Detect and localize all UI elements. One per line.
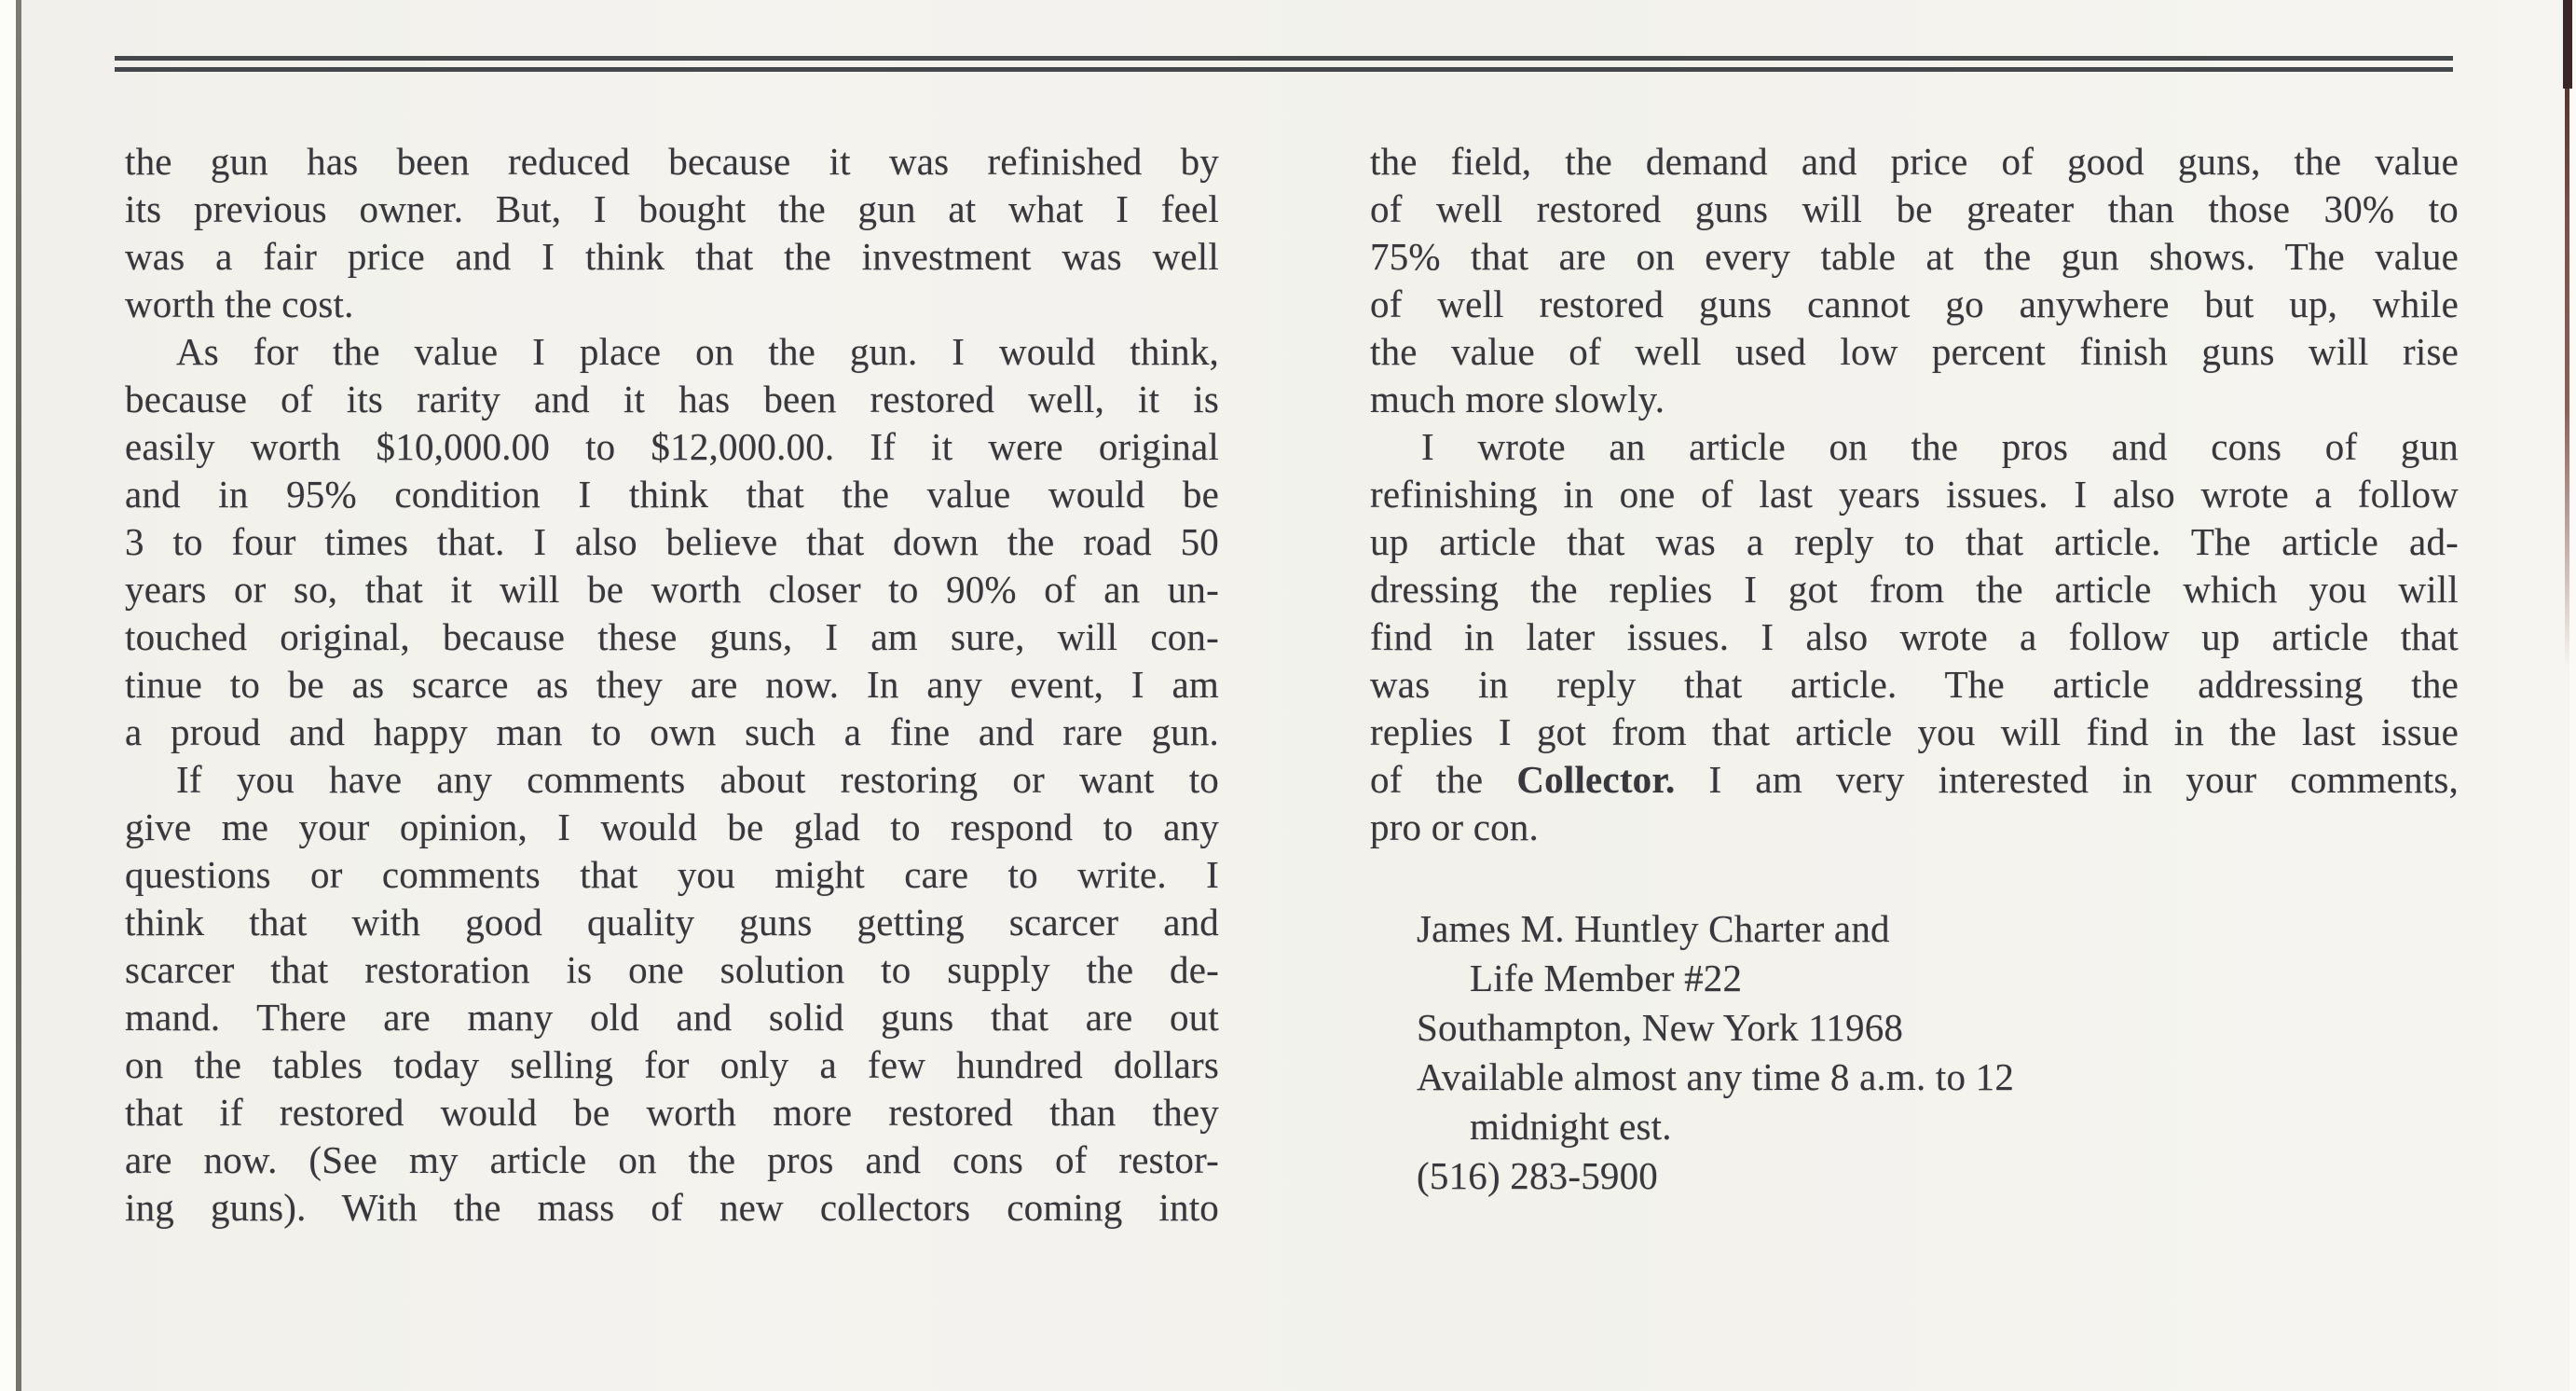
text-line: 3 to four times that. I also believe that down the road 50 (125, 520, 1219, 563)
paragraph (1370, 423, 2459, 851)
text-line: find in later issues. I also wrote a follow up article that (1370, 615, 2459, 658)
signature-line: Southampton, New York 11968 (1417, 1006, 1904, 1049)
text-line: the gun has been reduced because it was refinished by (125, 140, 1219, 183)
paragraph (125, 328, 1219, 756)
page-right-edge-line (2565, 0, 2569, 681)
text-line: because of its rarity and it has been restored well, it is (125, 378, 1219, 420)
text-line: 75% that are on every table at the gun shows. The value (1370, 235, 2459, 278)
text-line: think that with good quality guns getting scarcer and (125, 901, 1219, 943)
signature-line: midnight est. (1470, 1105, 1672, 1148)
text-line: up article that was a reply to that article. The article ad- (1370, 520, 2459, 563)
text-line: replies I got from that article you will find in the last issue (1370, 710, 2459, 753)
text-line: worth the cost. (125, 282, 354, 325)
signature-line: James M. Huntley Charter and (1417, 907, 1890, 950)
text-line: of well restored guns cannot go anywhere but up, while (1370, 282, 2459, 325)
text-line: and in 95% condition I think that the value would be (125, 473, 1219, 516)
text-line: the value of well used low percent finish guns will rise (1370, 330, 2459, 373)
page-left-edge-line (16, 0, 21, 1391)
page-left-edge-margin (0, 0, 16, 1391)
text-line: of the Collector. I am very interested in your comments, (1370, 758, 2459, 801)
signature-block (1417, 905, 2459, 1202)
text-line: mand. There are many old and solid guns that are out (125, 996, 1219, 1039)
text-line: scarcer that restoration is one solution to supply the de- (125, 948, 1219, 991)
text-line: refinishing in one of last years issues. I also wrote a follow (1370, 473, 2459, 516)
text-line: that if restored would be worth more restored than they (125, 1091, 1219, 1134)
page-right-edge-cap (2563, 0, 2572, 89)
text-line: pro or con. (1370, 806, 1539, 848)
text-line: on the tables today selling for only a few hundred dollars (125, 1043, 1219, 1086)
double-rule-divider (115, 56, 2453, 72)
left-text-column (125, 138, 1219, 1232)
signature-line: Life Member #22 (1470, 957, 1743, 999)
text-line: tinue to be as scarce as they are now. In any event, I am (125, 663, 1219, 706)
text-line: If you have any comments about restoring or want to (176, 758, 1219, 801)
paragraph (125, 138, 1219, 328)
text-line: much more slowly. (1370, 378, 1665, 420)
page-right-edge-margin (2569, 0, 2576, 1391)
text-line: of well restored guns will be greater than those 30% to (1370, 187, 2459, 230)
signature-line: Available almost any time 8 a.m. to 12 (1417, 1055, 2015, 1098)
text-line: dressing the replies I got from the article which you will (1370, 568, 2459, 611)
text-line: a proud and happy man to own such a fine and rare gun. (125, 710, 1219, 753)
text-line: give me your opinion, I would be glad to respond to any (125, 806, 1219, 848)
text-line: ing guns). With the mass of new collectors coming into (125, 1186, 1219, 1229)
text-line: was a fair price and I think that the investment was well (125, 235, 1219, 278)
text-line: touched original, because these guns, I am sure, will con- (125, 615, 1219, 658)
text-line: easily worth $10,000.00 to $12,000.00. If it were original (125, 425, 1219, 468)
paragraph (125, 756, 1219, 1232)
text-line: are now. (See my article on the pros and cons of restor- (125, 1138, 1219, 1181)
text-line: questions or comments that you might care to write. I (125, 853, 1219, 896)
text-line: the field, the demand and price of good guns, the value (1370, 140, 2459, 183)
text-line: its previous owner. But, I bought the gun at what I feel (125, 187, 1219, 230)
text-line: years or so, that it will be worth closer to 90% of an un- (125, 568, 1219, 611)
text-line: was in reply that article. The article addressing the (1370, 663, 2459, 706)
right-text-column (1370, 138, 2459, 1202)
paragraph (1370, 138, 2459, 423)
text-line: As for the value I place on the gun. I would think, (176, 330, 1219, 373)
text-line: I wrote an article on the pros and cons of gun (1421, 425, 2459, 468)
bold-publication-name: Collector. (1516, 758, 1676, 801)
signature-line: (516) 283-5900 (1417, 1154, 1659, 1197)
